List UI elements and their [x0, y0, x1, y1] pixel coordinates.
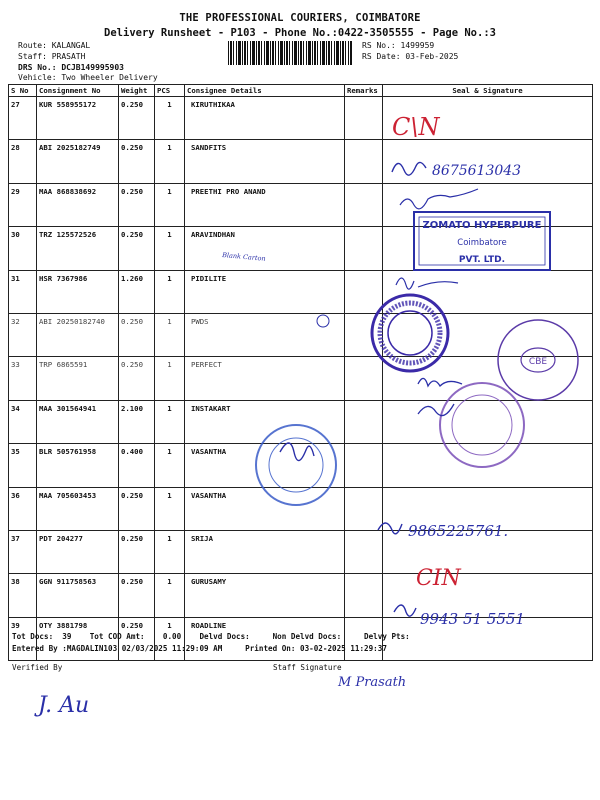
consignment-cell: HSR 7367986 [37, 270, 119, 313]
weight-cell: 0.400 [119, 444, 155, 487]
remarks-cell [345, 313, 383, 356]
weight-cell: 0.250 [119, 574, 155, 617]
sno-cell: 36 [9, 487, 37, 530]
sno-cell: 30 [9, 227, 37, 270]
signature-cell [383, 97, 593, 140]
table-row [9, 140, 593, 183]
pcs-cell: 1 [155, 227, 185, 270]
consignment-cell: TRZ 125572526 [37, 227, 119, 270]
signature-cell [383, 270, 593, 313]
zomato-stamp-line2: Coimbatore [457, 238, 507, 248]
pcs-cell: 1 [155, 357, 185, 400]
signature-cell [383, 313, 593, 356]
column-header: S No [9, 85, 37, 97]
column-header: Consignee Details [185, 85, 345, 97]
table-row [9, 444, 593, 487]
remarks-cell [345, 270, 383, 313]
table-header-row [9, 85, 593, 97]
signature-cell [383, 487, 593, 530]
weight-cell: 0.250 [119, 313, 155, 356]
sno-cell: 31 [9, 270, 37, 313]
weight-cell: 0.250 [119, 617, 155, 660]
totals-line: Tot Docs: 39 Tot COD Amt: 0.00 Delvd Docs: Non Delvd Docs: Delvy Pts: [12, 632, 410, 641]
signature-cell [383, 444, 593, 487]
column-header: Remarks [345, 85, 383, 97]
remarks-cell [345, 183, 383, 226]
consignee-cell: PREETHI PRO ANAND [185, 183, 345, 226]
drs-label: DRS No.: DCJB149995903 [18, 63, 124, 72]
consignment-cell: OTY 3881798 [37, 617, 119, 660]
column-header: Seal & Signature [383, 85, 593, 97]
consignee-cell: KIRUTHIKAA [185, 97, 345, 140]
consignment-cell: PDT 204277 [37, 530, 119, 573]
consignment-cell: ABI 2025182749 [37, 140, 119, 183]
handwritten-cin: C\N [392, 113, 440, 141]
weight-cell: 0.250 [119, 183, 155, 226]
vehicle-label: Vehicle: Two Wheeler Delivery [18, 73, 158, 82]
zomato-stamp-line3: PVT. LTD. [458, 255, 506, 265]
signature-cell [383, 227, 593, 270]
remarks-cell [345, 400, 383, 443]
consignee-cell: INSTAKART [185, 400, 345, 443]
table-row [9, 227, 593, 270]
column-header: PCS [155, 85, 185, 97]
pcs-cell: 1 [155, 140, 185, 183]
pcs-cell: 1 [155, 270, 185, 313]
consignee-cell: PERFECT [185, 357, 345, 400]
table-row [9, 487, 593, 530]
consignee-cell: GURUSAMY [185, 574, 345, 617]
signature-cell [383, 400, 593, 443]
consignment-cell: TRP 6865591 [37, 357, 119, 400]
pcs-cell: 1 [155, 444, 185, 487]
sno-cell: 39 [9, 617, 37, 660]
page-title: THE PROFESSIONAL COURIERS, COIMBATORE [179, 12, 421, 24]
weight-cell: 0.250 [119, 97, 155, 140]
sno-cell: 27 [9, 97, 37, 140]
consignment-cell: MAA 301564941 [37, 400, 119, 443]
signature-cell [383, 140, 593, 183]
handwritten-note: Blank Carton [221, 251, 266, 263]
consignee-cell: SANDFITS [185, 140, 345, 183]
sno-cell: 35 [9, 444, 37, 487]
remarks-cell [345, 97, 383, 140]
rs-date: RS Date: 03-Feb-2025 [362, 52, 459, 61]
sno-cell: 28 [9, 140, 37, 183]
remarks-cell [345, 574, 383, 617]
consignee-cell: PIDILITE [185, 270, 345, 313]
entered-by-line: Entered By :MAGDALIN103 02/03/2025 11:29:09 AM Printed On: 03-02-2025 11:29:37 [12, 644, 387, 653]
pcs-cell: 1 [155, 574, 185, 617]
consignment-cell: MAA 868838692 [37, 183, 119, 226]
page-subtitle: Delivery Runsheet - P103 - Phone No.:0422-3505555 - Page No.:3 [104, 27, 496, 39]
consignment-cell: ABI 20250182740 [37, 313, 119, 356]
weight-cell: 0.250 [119, 530, 155, 573]
remarks-cell [345, 444, 383, 487]
rs-number: RS No.: 1499959 [362, 41, 435, 50]
consignee-cell: ROADLINE [185, 617, 345, 660]
table-row [9, 183, 593, 226]
barcode [228, 41, 352, 65]
pcs-cell: 1 [155, 183, 185, 226]
column-header: Consignment No [37, 85, 119, 97]
consignment-cell: MAA 705603453 [37, 487, 119, 530]
runsheet-table [8, 84, 593, 661]
handwritten-phone: 9865225761. [408, 522, 509, 540]
pcs-cell: 1 [155, 487, 185, 530]
weight-cell: 0.250 [119, 227, 155, 270]
consignment-cell: BLR 505761958 [37, 444, 119, 487]
staff-signature-label: Staff Signature [273, 663, 342, 672]
table-row [9, 357, 593, 400]
remarks-cell [345, 530, 383, 573]
column-header: Weight [119, 85, 155, 97]
signature-cell [383, 530, 593, 573]
sno-cell: 29 [9, 183, 37, 226]
pcs-cell: 1 [155, 617, 185, 660]
cbe-seal-label: CBE [528, 357, 548, 367]
consignee-cell: SRIJA [185, 530, 345, 573]
table-row [9, 574, 593, 617]
staff-signature: M Prasath [338, 675, 407, 690]
staff-label: Staff: PRASATH [18, 52, 86, 61]
signature-cell [383, 574, 593, 617]
table-row [9, 400, 593, 443]
sno-cell: 37 [9, 530, 37, 573]
table-row [9, 97, 593, 140]
pcs-cell: 1 [155, 530, 185, 573]
sno-cell: 32 [9, 313, 37, 356]
consignee-cell: ARAVINDHAN [185, 227, 345, 270]
remarks-cell [345, 140, 383, 183]
pcs-cell: 1 [155, 97, 185, 140]
pcs-cell: 1 [155, 400, 185, 443]
table-row [9, 270, 593, 313]
remarks-cell [345, 227, 383, 270]
remarks-cell [345, 487, 383, 530]
signature-cell [383, 183, 593, 226]
remarks-cell [345, 357, 383, 400]
route-label: Route: KALANGAL [18, 41, 91, 50]
signature-cell [383, 617, 593, 660]
verified-by-label: Verified By [12, 663, 63, 672]
weight-cell: 0.250 [119, 140, 155, 183]
weight-cell: 2.100 [119, 400, 155, 443]
consignment-cell: GGN 911758563 [37, 574, 119, 617]
weight-cell: 0.250 [119, 357, 155, 400]
handwritten-phone: 8675613043 [432, 163, 522, 179]
table-row [9, 530, 593, 573]
sno-cell: 38 [9, 574, 37, 617]
zomato-stamp-line1: ZOMATO HYPERPURE [422, 220, 542, 231]
consignee-cell: VASANTHA [185, 444, 345, 487]
weight-cell: 1.260 [119, 270, 155, 313]
consignee-cell: PWDS [185, 313, 345, 356]
pcs-cell: 1 [155, 313, 185, 356]
handwritten-cin: CIN [416, 566, 461, 591]
sno-cell: 34 [9, 400, 37, 443]
sno-cell: 33 [9, 357, 37, 400]
signature-cell [383, 357, 593, 400]
weight-cell: 0.250 [119, 487, 155, 530]
table-row [9, 313, 593, 356]
consignee-cell: VASANTHA [185, 487, 345, 530]
handwritten-phone: 9943 51 5551 [420, 610, 525, 628]
verified-signature: J. Au [38, 693, 90, 718]
consignment-cell: KUR 558955172 [37, 97, 119, 140]
